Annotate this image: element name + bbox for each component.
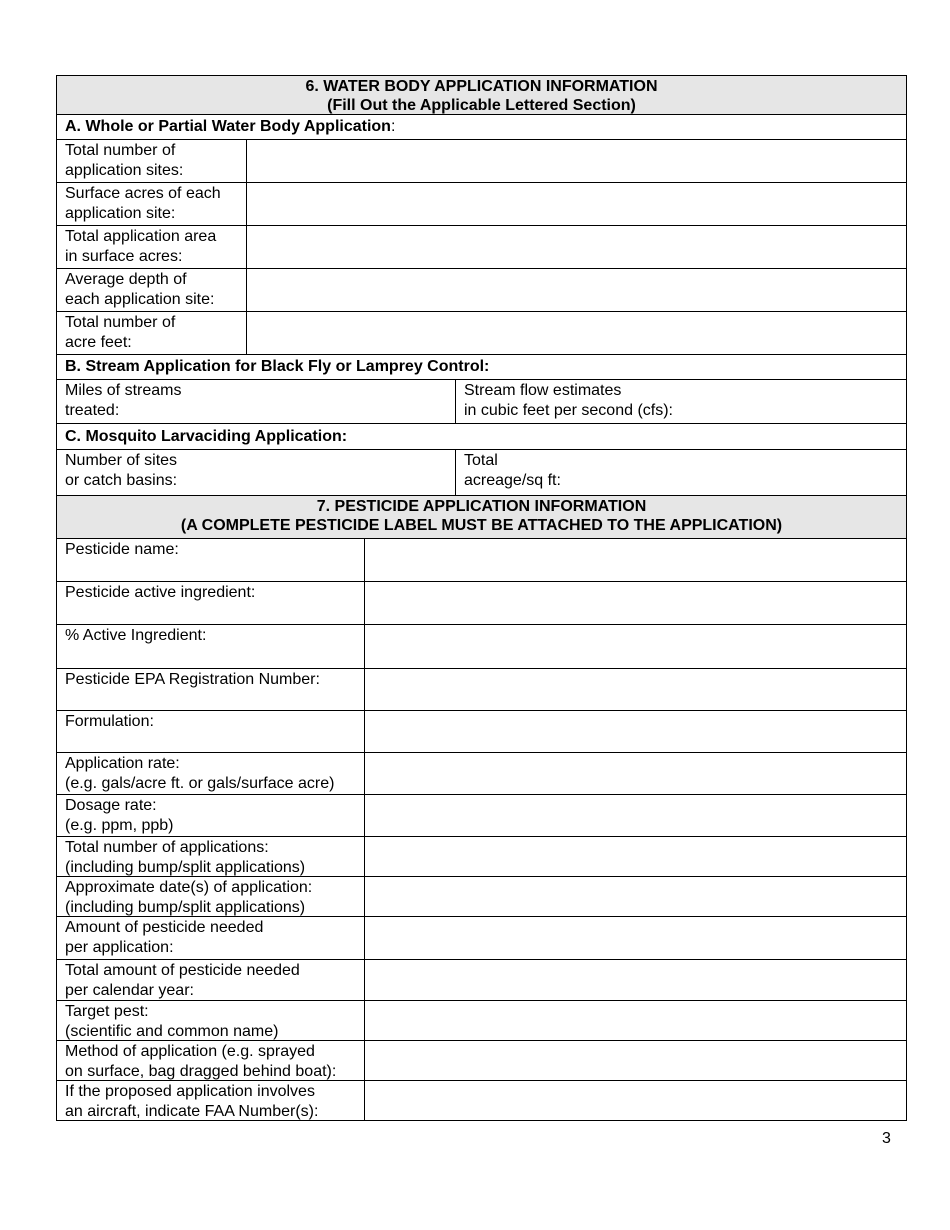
average-depth-input[interactable] [246, 269, 906, 311]
part-a-row [56, 140, 907, 183]
section-6-header [56, 75, 907, 115]
total-area-input[interactable] [246, 226, 906, 268]
part-c-row [56, 450, 907, 496]
field-label: Pesticide name: [65, 541, 179, 558]
field-label: Average depth of each application site: [65, 271, 215, 308]
field-label: Total application area in surface acres: [65, 228, 217, 265]
formulation-input[interactable] [364, 711, 906, 752]
field-label: Total number of application sites: [65, 142, 184, 179]
pesticide-row [56, 795, 907, 837]
pesticide-row [56, 711, 907, 753]
amount-per-year-input[interactable] [364, 960, 906, 1000]
pesticide-row [56, 837, 907, 877]
pesticide-row [56, 1041, 907, 1081]
page-number: 3 [882, 1130, 891, 1147]
field-label: Total number of applications: (including bump/split applications) [65, 839, 306, 876]
pesticide-row [56, 917, 907, 960]
pesticide-name-input[interactable] [364, 539, 906, 581]
application-form [56, 75, 907, 1121]
part-a-row [56, 183, 907, 226]
amount-per-application-input[interactable] [364, 917, 906, 959]
number-of-applications-input[interactable] [364, 837, 906, 876]
field-label: Pesticide active ingredient: [65, 584, 256, 601]
target-pest-input[interactable] [364, 1001, 906, 1040]
epa-registration-input[interactable] [364, 669, 906, 710]
stream-flow-field[interactable]: Stream flow estimates in cubic feet per second (cfs): [455, 380, 906, 423]
pesticide-row [56, 1001, 907, 1041]
application-rate-input[interactable] [364, 753, 906, 794]
miles-of-streams-field[interactable]: Miles of streams treated: [65, 382, 182, 419]
field-label: If the proposed application involves an aircraft, indicate FAA Number(s): [65, 1083, 319, 1120]
section-7-title: 7. PESTICIDE APPLICATION INFORMATION [316, 498, 647, 515]
faa-number-input[interactable] [364, 1081, 906, 1120]
field-label: Amount of pesticide needed per application: [65, 919, 264, 956]
pesticide-row [56, 753, 907, 795]
acre-feet-input[interactable] [246, 312, 906, 354]
field-label: Total amount of pesticide needed per calendar year: [65, 962, 300, 999]
field-label: Method of application (e.g. sprayed on surface, bag dragged behind boat): [65, 1043, 337, 1080]
pesticide-row [56, 669, 907, 711]
part-b-row [56, 380, 907, 424]
section-6-title: 6. WATER BODY APPLICATION INFORMATION [305, 78, 658, 95]
part-a-row [56, 312, 907, 355]
field-label: Formulation: [65, 713, 154, 730]
pesticide-row [56, 960, 907, 1001]
method-of-application-input[interactable] [364, 1041, 906, 1080]
active-percent-input[interactable] [364, 625, 906, 668]
number-of-sites-field[interactable]: Number of sites or catch basins: [65, 452, 178, 489]
pesticide-row [56, 1081, 907, 1121]
part-a-row [56, 226, 907, 269]
application-dates-input[interactable] [364, 877, 906, 916]
surface-acres-input[interactable] [246, 183, 906, 225]
field-label: Target pest: (scientific and common name) [65, 1003, 279, 1040]
part-c-heading [56, 424, 907, 450]
part-a-row [56, 269, 907, 312]
field-label: Application rate: (e.g. gals/acre ft. or gals/surface acre) [65, 755, 335, 792]
dosage-rate-input[interactable] [364, 795, 906, 836]
part-a-heading [56, 115, 907, 140]
field-label: Dosage rate: (e.g. ppm, ppb) [65, 797, 174, 834]
pesticide-row [56, 625, 907, 669]
pesticide-row [56, 582, 907, 625]
part-a-colon: : [390, 118, 396, 135]
total-sites-input[interactable] [246, 140, 906, 182]
part-a-title: A. Whole or Partial Water Body Application [65, 118, 391, 135]
section-7-header [56, 496, 907, 539]
total-acreage-field[interactable]: Total acreage/sq ft: [455, 450, 906, 495]
part-c-title: C. Mosquito Larvaciding Application: [65, 427, 348, 445]
field-label: Surface acres of each application site: [65, 185, 221, 222]
active-ingredient-input[interactable] [364, 582, 906, 624]
section-6-subtitle: (Fill Out the Applicable Lettered Section) [327, 97, 636, 114]
pesticide-row [56, 877, 907, 917]
field-label: Pesticide EPA Registration Number: [65, 671, 320, 688]
field-label: % Active Ingredient: [65, 627, 207, 644]
part-b-heading [56, 355, 907, 380]
field-label: Total number of acre feet: [65, 314, 176, 351]
section-7-subtitle: (A COMPLETE PESTICIDE LABEL MUST BE ATTACHED TO THE APPLICATION) [180, 517, 783, 534]
field-label: Approximate date(s) of application: (including bump/split applications) [65, 879, 313, 916]
pesticide-row [56, 539, 907, 582]
part-b-title: B. Stream Application for Black Fly or Lamprey Control: [65, 358, 490, 375]
